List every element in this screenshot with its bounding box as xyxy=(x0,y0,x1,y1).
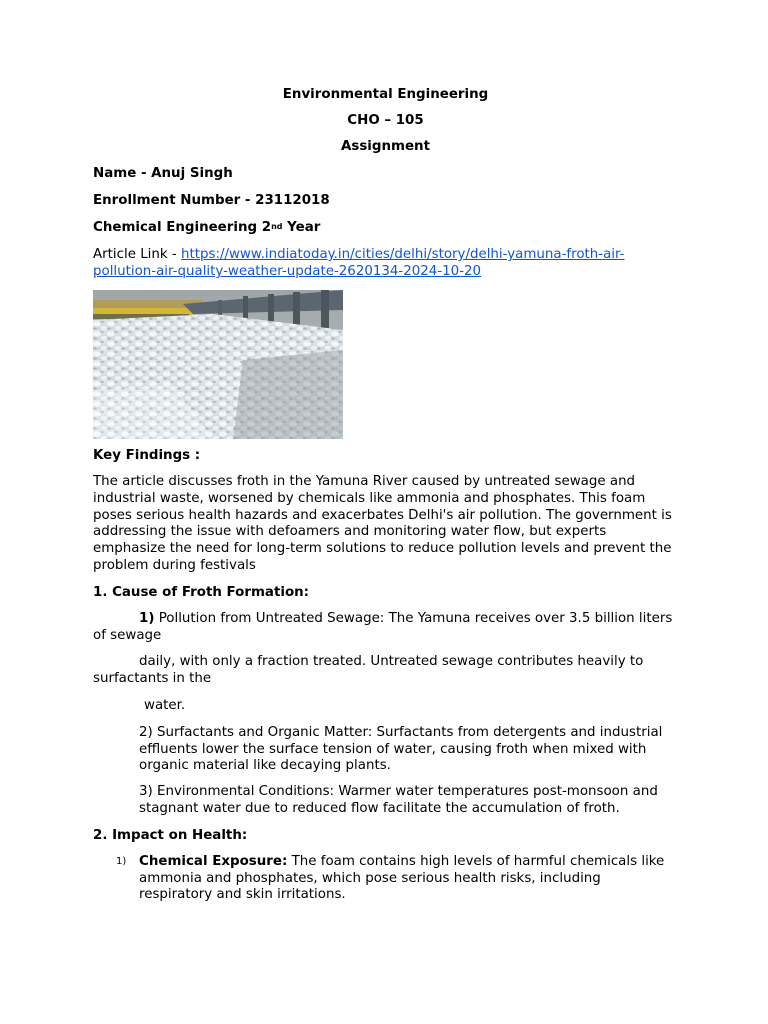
cause-1-text: Pollution from Untreated Sewage: The Yamuna receives over 3.5 billion liters of sewage xyxy=(93,610,673,643)
section2-heading: 2. Impact on Health: xyxy=(93,827,248,843)
key-findings-summary: The article discusses froth in the Yamuna River caused by untreated sewage and industrial waste, worsened by chemicals like ammonia and phosphates. This foam poses serious health hazards and exacerbates Delhi's air pollution. The government is addressing the issue with defoamers and monitoring water flow, but experts emphasize the need for long-term solutions to reduce pollution levels and prevent the problem during festivals xyxy=(93,474,672,573)
cause-2: 2) Surfactants and Organic Matter: Surfactants from detergents and industrial effluents lower the surface tension of water, causing froth when mixed with organic material like decaying plants. xyxy=(139,724,663,774)
key-findings-heading: Key Findings : xyxy=(93,448,201,463)
article-link-line xyxy=(93,246,678,280)
cause-1-number: 1) xyxy=(139,610,155,626)
enrollment-number: Enrollment Number - 23112018 xyxy=(93,193,330,208)
course-code: CHO – 105 xyxy=(347,113,424,128)
assignment-title: Assignment xyxy=(341,139,430,154)
cause-1-end: water. xyxy=(144,697,186,713)
health-impact-text: The foam contains high levels of harmful chemicals like ammonia and phosphates, which pose serious health risks, including respiratory and skin irritations. xyxy=(139,853,665,903)
department-text: Chemical Engineering 2 xyxy=(93,220,272,235)
course-title: Environmental Engineering xyxy=(282,87,489,102)
article-link[interactable]: https://www.indiatoday.in/cities/delhi/story/delhi-yamuna-froth-air-pollution-air-quality-weather-update-2620134-2024-10-20 xyxy=(93,247,625,279)
section1-heading: 1. Cause of Froth Formation: xyxy=(93,584,310,600)
cause-1-continued: daily, with only a fraction treated. Untreated sewage contributes heavily to surfactants in the xyxy=(93,654,644,687)
document-page xyxy=(93,86,678,913)
cause-3: 3) Environmental Conditions: Warmer water temperatures post-monsoon and stagnant water due to reduced flow facilitate the accumulation of froth. xyxy=(139,784,658,816)
yamuna-froth-photo xyxy=(93,290,343,439)
ordinal-suffix: nd xyxy=(271,222,283,231)
cause-1 xyxy=(93,611,678,645)
department-year xyxy=(93,219,678,237)
health-impact-item xyxy=(116,853,678,904)
article-link-label: Article Link - xyxy=(93,247,181,262)
year-text: Year xyxy=(282,220,321,235)
list-number: 1) xyxy=(116,855,127,867)
student-name: Name - Anuj Singh xyxy=(93,166,233,181)
health-impact-title: Chemical Exposure: xyxy=(139,853,288,869)
